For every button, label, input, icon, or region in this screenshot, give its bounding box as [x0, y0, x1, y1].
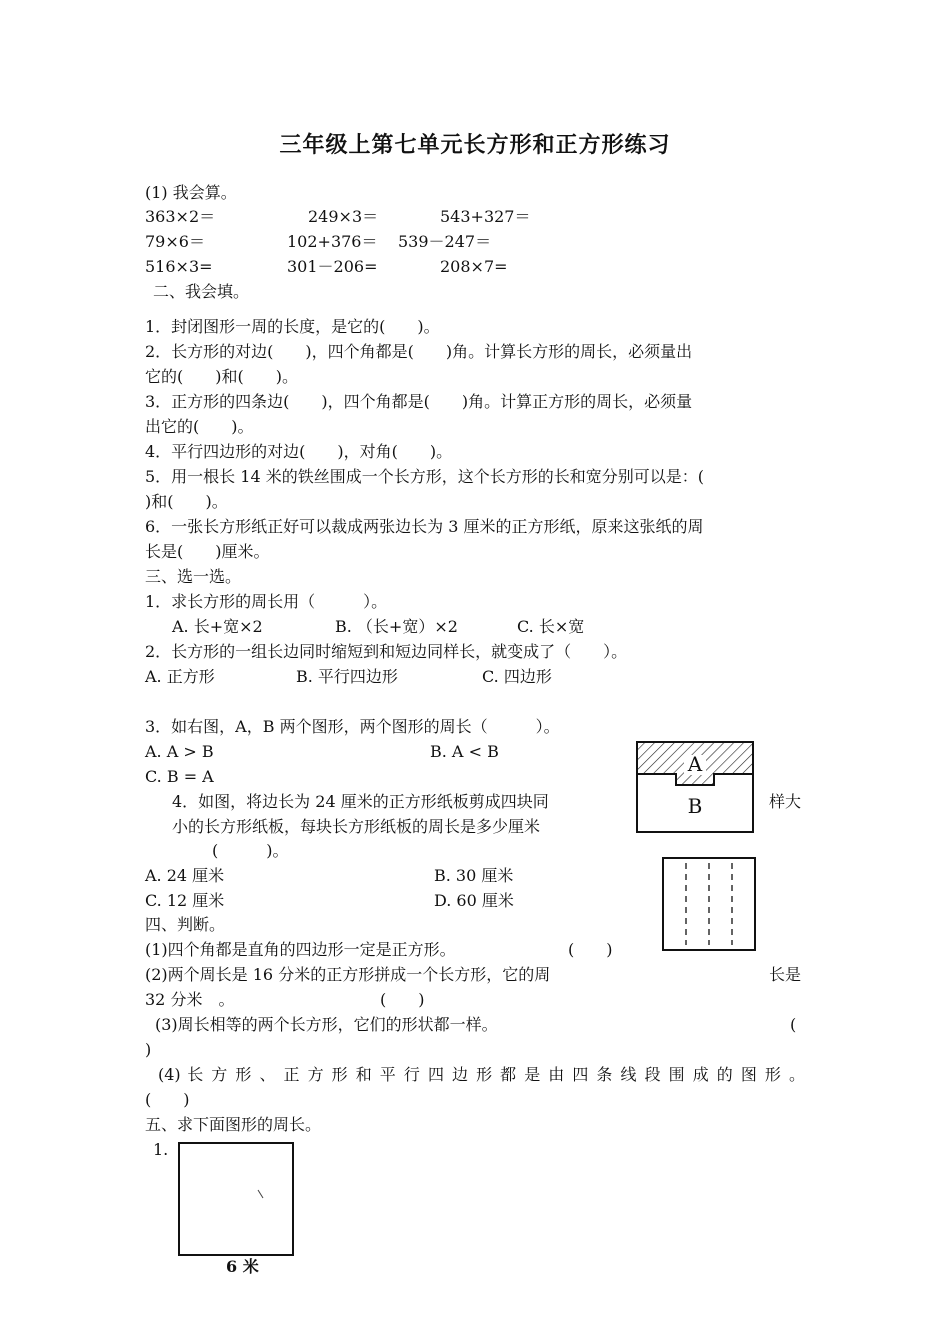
choice-option: B. 平行四边形	[296, 667, 398, 686]
figure-square	[178, 1142, 294, 1258]
fill-line: 2．长方形的对边( )，四个角都是( )角。计算长方形的周长，必须量出	[145, 342, 693, 361]
judge-item-tail: 长是	[769, 965, 802, 984]
choice-question: 3．如右图，A，B 两个图形，两个图形的周长（ ）。	[145, 717, 560, 736]
judge-item: (1)四个角都是直角的四边形一定是正方形。	[145, 940, 456, 959]
choice-option: A. A > B	[145, 742, 214, 761]
choice-option: B. 30 厘米	[434, 866, 514, 885]
choice-option: A. 24 厘米	[145, 866, 225, 885]
choice-option: C. B = A	[145, 767, 214, 786]
side-length-label: 6 米	[226, 1257, 259, 1276]
calc-cell: 516×3=	[145, 257, 213, 276]
choice-question: 2．长方形的一组长边同时缩短到和短边同样长，就变成了（ ）。	[145, 642, 628, 661]
figure-a-b	[636, 741, 754, 833]
choice-option: D. 60 厘米	[434, 891, 514, 910]
choice-option: A. 正方形	[145, 667, 215, 686]
page-title: 三年级上第七单元长方形和正方形练习	[279, 132, 671, 158]
answer-paren-open: (	[790, 1015, 797, 1034]
answer-paren: ( )	[380, 990, 425, 1009]
calc-cell: 208×7=	[440, 257, 508, 276]
judge-item: (2)两个周长是 16 分米的正方形拼成一个长方形，它的周	[145, 965, 551, 984]
fill-line: 6．一张长方形纸正好可以裁成两张边长为 3 厘米的正方形纸，原来这张纸的周	[145, 517, 704, 536]
section1-heading: (1) 我会算。	[145, 183, 237, 202]
section2-heading: 二、我会填。	[153, 282, 250, 301]
calc-cell: 79×6＝	[145, 232, 205, 251]
section3-heading: 三、选一选。	[145, 567, 242, 586]
calc-cell: 102+376＝	[287, 232, 378, 251]
calc-cell: 539－247＝	[398, 232, 492, 251]
answer-paren: ( )。	[212, 841, 289, 860]
fill-line: 5．用一根长 14 米的铁丝围成一个长方形，这个长方形的长和宽分别可以是：(	[145, 467, 704, 486]
figure-label-b: B	[687, 794, 703, 818]
choice-option: A. 长+宽×2	[172, 617, 263, 636]
choice-option: C. 12 厘米	[145, 891, 225, 910]
choice-option: C. 四边形	[482, 667, 552, 686]
choice-question: 小的长方形纸板，每块长方形纸板的周长是多少厘米	[172, 817, 541, 836]
calc-cell: 543+327＝	[440, 207, 531, 226]
judge-item: (4) 长 方 形 、 正 方 形 和 平 行 四 边 形 都 是 由 四 条 线 段 围 成 的 图 形 。	[158, 1065, 805, 1084]
fill-line: 1．封闭图形一周的长度，是它的( )。	[145, 317, 440, 336]
choice-option: B. A < B	[430, 742, 499, 761]
item-number: 1.	[153, 1140, 169, 1159]
choice-option: B. （长+宽）×2	[335, 617, 458, 636]
figure-label-a: A	[687, 752, 703, 776]
choice-option: C. 长×宽	[517, 617, 585, 636]
figure-cut-square	[662, 857, 756, 951]
fill-line: 它的( )和( )。	[145, 367, 298, 386]
answer-paren: ( )	[568, 940, 613, 959]
judge-item: (3)周长相等的两个长方形，它们的形状都一样。	[155, 1015, 498, 1034]
choice-question-tail: 样大	[769, 792, 802, 811]
choice-question: 4．如图，将边长为 24 厘米的正方形纸板剪成四块同	[172, 792, 549, 811]
answer-paren-close: )	[145, 1040, 152, 1059]
judge-item: 32 分米 。	[145, 990, 235, 1009]
calc-cell: 363×2＝	[145, 207, 216, 226]
calc-cell: 301－206=	[287, 257, 378, 276]
section4-heading: 四、判断。	[145, 915, 226, 934]
answer-paren: ( )	[145, 1090, 190, 1109]
fill-line: 长是( )厘米。	[145, 542, 270, 561]
calc-cell: 249×3＝	[308, 207, 379, 226]
fill-line: 4．平行四边形的对边( )，对角( )。	[145, 442, 453, 461]
fill-line: 出它的( )。	[145, 417, 254, 436]
fill-line: 3．正方形的四条边( )，四个角都是( )角。计算正方形的周长，必须量	[145, 392, 693, 411]
choice-question: 1．求长方形的周长用（ ）。	[145, 592, 388, 611]
section5-heading: 五、求下面图形的周长。	[145, 1115, 322, 1134]
fill-line: )和( )。	[145, 492, 228, 511]
